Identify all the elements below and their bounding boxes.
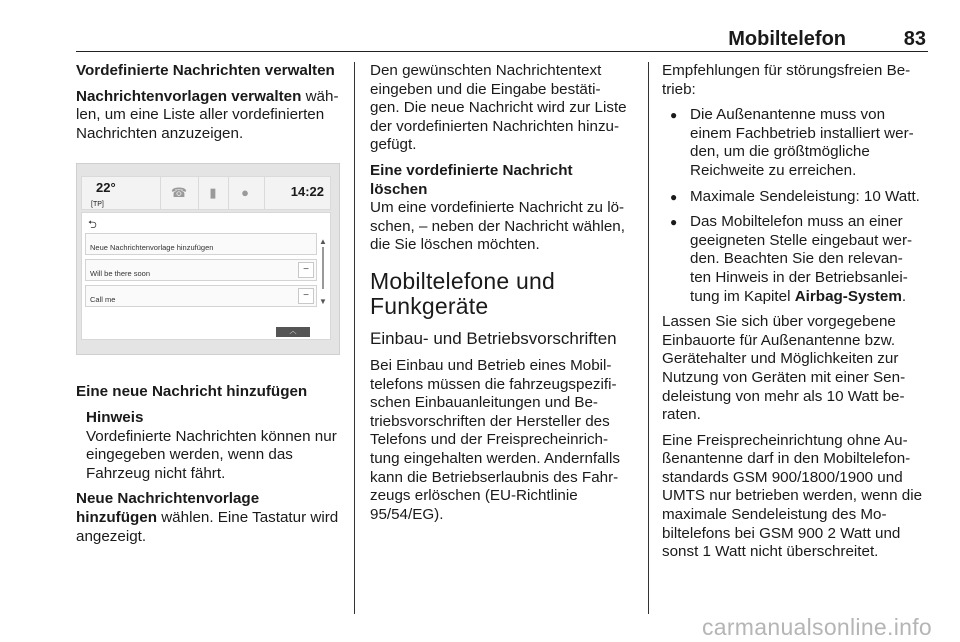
delete-minus-icon: − [298, 288, 314, 304]
screenshot-message-list [81, 212, 331, 340]
list-item: ● Die Außenantenne muss von einem Fachbetrieb installiert wer- den, um die größtmögliche Reichweite zu erreichen. [662, 106, 928, 180]
watermark: carmanualsonline.info [701, 614, 932, 640]
section-heading-add: Eine neue Nachricht hinzufügen [76, 383, 308, 401]
column-1 [76, 62, 340, 553]
back-arrow-icon: ⮌ [88, 219, 97, 232]
paragraph: Um eine vordefinierte Nachricht zu lö- schen, – neben der Nachricht wählen, die Sie löschen möchten. [370, 199, 625, 254]
column-2 [370, 62, 632, 531]
list-item: ● Maximale Sendeleistung: 10 Watt. [662, 188, 928, 207]
delete-minus-icon: − [298, 262, 314, 278]
list-item-label: Will be there soon [90, 269, 151, 279]
note-box [86, 409, 340, 483]
mobile-icon: ▮ [209, 185, 217, 201]
step-paragraph [76, 490, 340, 546]
list-item [85, 233, 317, 255]
step-rest: wählen. Eine Tastatur wird angezeigt. [76, 508, 339, 545]
list-item: ● Das Mobiltelefon muss an einer geeigneten Stelle eingebaut wer- den. Beachten Sie den relevan- ten Hinweis in der Betriebsanlei- tung im Kapitel Airbag-System. [662, 213, 928, 306]
list-item [85, 259, 317, 281]
chevron-up-icon: ︿ [276, 327, 310, 337]
scroll-down-icon: ▼ [319, 296, 327, 306]
screenshot-clock: 14:22 [290, 184, 324, 200]
page-header [76, 26, 928, 52]
paragraph: Bei Einbau und Betrieb eines Mobil- telefons müssen die fahrzeugspezifi- schen Einbauanleitungen und Be- triebsvorschriften der Hersteller des Telefons und der Freisprecheinrich- tung eingehalten werden. Andernfalls kann die Betriebserlaubnis des Fahr- zeugs erlöschen (EU-Richtlinie 95/54/EG). [370, 356, 620, 523]
section-heading-rules: Einbau- und Betriebsvorschriften [370, 328, 617, 348]
step-bold: Neue Nachrichtenvorlage hinzufügen [76, 490, 260, 526]
scroll-up-icon: ▲ [319, 237, 327, 247]
list-item-label: Neue Nachrichtenvorlage hinzufügen [90, 243, 214, 253]
bullet-text: Das Mobiltelefon muss an einer geeigneten Stelle eingebaut wer- den. Beachten Sie den relevan- ten Hinweis in der Betriebsanlei- tung im Kapitel [690, 213, 913, 305]
list-item-label: Call me [90, 295, 116, 305]
paragraph: Eine Freisprecheinrichtung ohne Au- ßenantenne darf in den Mobiltelefon- standards GSM 900/1800/1900 und UMTS nur betrieben werden, wenn die maximale Sendeleistung des Mo- biltelefons bei GSM 900 2 Watt und sonst 1 Watt nicht überschreitet. [662, 431, 923, 561]
section-heading-manage: Vordefinierte Nachrichten verwalten [76, 62, 335, 79]
intro-bold: Nachrichtenvorlagen verwalten [76, 87, 302, 105]
column-3 [662, 62, 928, 569]
paragraph: Lassen Sie sich über vorgegebene Einbauorte für Außenantenne bzw. Gerätehalter und Möglichkeiten zur Nutzung von Geräten mit einer Sen- deleistung von mehr als 10 Watt be- raten. [662, 313, 906, 424]
screenshot-scrollbar [319, 233, 327, 311]
phone-icon: ☎ [170, 185, 188, 201]
intro-paragraph [76, 88, 340, 144]
paragraph: Den gewünschten Nachrichtentext eingeben und die Eingabe bestäti- gen. Die neue Nachricht wird zur Liste der vordefinierten Nachrichten hinzu- gefügt. [370, 62, 627, 154]
screenshot-temperature: 22° [96, 180, 116, 196]
column-divider-1 [354, 62, 355, 614]
screenshot-tp-label: [TP] [91, 201, 104, 209]
column-divider-2 [648, 62, 649, 614]
settings-icon: ● [241, 185, 249, 201]
paragraph: Empfehlungen für störungsfreien Be- trieb: [662, 62, 911, 98]
page-number: 83 [903, 28, 926, 50]
infotainment-screenshot [76, 163, 340, 355]
section-heading-delete: Eine vordefinierte Nachricht löschen [370, 161, 573, 198]
note-text: Vordefinierte Nachrichten können nur eingegeben werden, wenn das Fahrzeug nicht fährt. [86, 427, 337, 482]
list-item [85, 285, 317, 307]
airbag-reference: Airbag-System [794, 287, 902, 305]
bullet-list [662, 106, 928, 306]
chapter-heading: Mobiltelefone und Funkgeräte [370, 267, 555, 319]
screenshot-status-bar [81, 176, 331, 210]
intro-rest: wäh- len, um eine Liste aller vordefinierten Nachrichten anzuzeigen. [76, 87, 339, 142]
note-title: Hinweis [86, 408, 144, 426]
header-title: Mobiltelefon [728, 28, 846, 50]
